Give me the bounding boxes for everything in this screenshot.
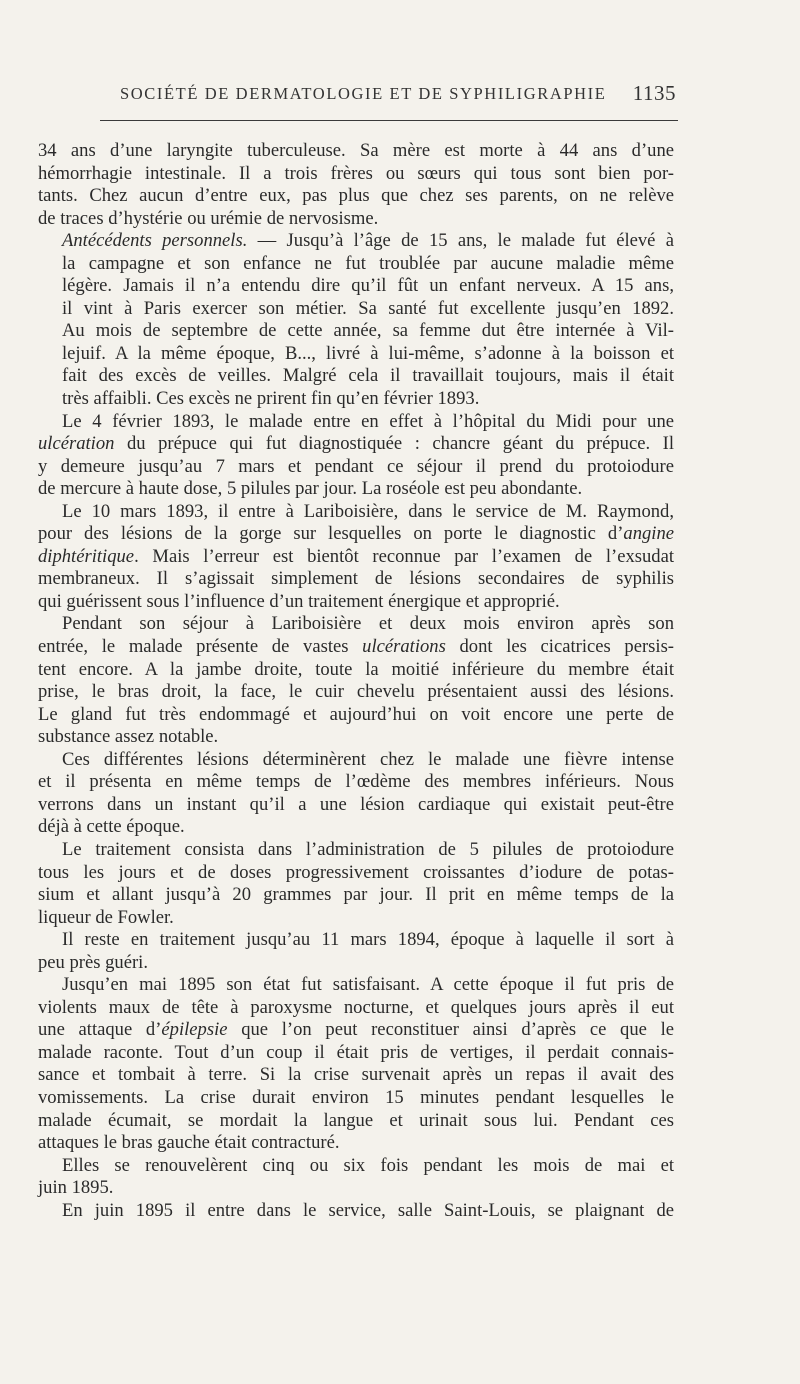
text-line: fait des excès de veilles. Malgré cela il travaillait toujours, mais il était <box>62 365 674 387</box>
text-line: diphtéritique. Mais l’erreur est bientôt reconnue par l’examen de l’exsudat <box>38 545 674 567</box>
text-line: sance et tombait à terre. Si la crise survenait après un repas il avait des <box>38 1064 674 1086</box>
page-header <box>100 81 680 112</box>
text-line: Le 4 février 1893, le malade entre en effet à l’hôpital du Midi pour une <box>62 410 674 432</box>
text-line: très affaibli. Ces excès ne prirent fin qu’en février 1893. <box>62 388 480 410</box>
text-line: de mercure à haute dose, 5 pilules par jour. La roséole est peu abondante. <box>38 478 583 500</box>
text-line: pour des lésions de la gorge sur lesquelles on porte le diagnostic d’angine <box>38 523 674 545</box>
paragraph-midi-hospital <box>38 411 674 501</box>
text-line: 34 ans d’une laryngite tuberculeuse. Sa mère est morte à 44 ans d’une <box>38 140 674 161</box>
paragraph-lariboisiere <box>38 501 674 614</box>
text-line: il vint à Paris exercer son métier. Sa santé fut excellente jusqu’en 1892. <box>62 297 674 319</box>
paragraph-family-history <box>38 140 674 230</box>
text-line: Le traitement consista dans l’administration de 5 pilules de protoiodure <box>62 838 674 860</box>
text-line: attaques le bras gauche était contracturé. <box>38 1132 340 1154</box>
text-line: liqueur de Fowler. <box>38 906 174 928</box>
text-line: légère. Jamais il n’a entendu dire qu’il fût un enfant nerveux. A 15 ans, <box>62 275 674 297</box>
text-line: Elles se renouvelèrent cinq ou six fois pendant les mois de mai et <box>62 1154 674 1176</box>
text-line: juin 1895. <box>38 1177 114 1199</box>
text-line: tent encore. A la jambe droite, toute la moitié inférieure du membre était <box>38 658 674 680</box>
text-line: verrons dans un instant qu’il a une lésion cardiaque qui existait peut-être <box>38 793 674 815</box>
text-line: Il reste en traitement jusqu’au 11 mars 1894, époque à laquelle il sort à <box>62 929 674 951</box>
text-line: qui guérissent sous l’influence d’un traitement énergique et approprié. <box>38 590 560 612</box>
paragraph-admission <box>38 1200 674 1223</box>
paragraph-ulcerations <box>38 613 674 748</box>
text-line: Pendant son séjour à Lariboisière et deux mois environ après son <box>62 613 674 635</box>
page-number: 1135 <box>632 81 676 105</box>
text-line: y demeure jusqu’au 7 mars et pendant ce séjour il prend du protoiodure <box>38 455 674 477</box>
body-text <box>38 140 674 1222</box>
text-line: tous les jours et de doses progressivement croissantes d’iodure de potas- <box>38 861 674 883</box>
text-line: sium et allant jusqu’à 20 grammes par jour. Il prit en même temps de la <box>38 884 674 906</box>
text-line: substance assez notable. <box>38 726 219 748</box>
text-line: Le 10 mars 1893, il entre à Lariboisière, dans le service de M. Raymond, <box>62 500 674 522</box>
paragraph-discharge <box>38 929 674 974</box>
text-line: Jusqu’en mai 1895 son état fut satisfaisant. A cette époque il fut pris de <box>62 974 674 996</box>
text-line: tants. Chez aucun d’entre eux, pas plus que chez ses parents, on ne relève <box>38 185 674 207</box>
text-line: la campagne et son enfance ne fut troublée par aucune maladie même <box>62 252 674 274</box>
text-line: lejuif. A la même époque, B..., livré à lui-même, s’adonne à la boisson et <box>62 342 674 364</box>
paragraph-treatment <box>38 839 674 929</box>
section-heading: Antécédents personnels. <box>62 230 248 252</box>
paragraph-epilepsy <box>38 974 674 1154</box>
text-line: Le gland fut très endommagé et aujourd’hui on voit encore une perte de <box>38 703 674 725</box>
text-line: et il présenta en même temps de l’œdème des membres inférieurs. Nous <box>38 771 674 793</box>
text-line: En juin 1895 il entre dans le service, salle Saint-Louis, se plaignant de <box>62 1199 674 1221</box>
running-title: SOCIÉTÉ DE DERMATOLOGIE ET DE SYPHILIGRAPHIE <box>120 84 607 103</box>
text-line: une attaque d’épilepsie que l’on peut reconstituer ainsi d’après ce que le <box>38 1019 674 1041</box>
text-line: peu près guéri. <box>38 951 148 973</box>
text-line: membraneux. Il s’agissait simplement de lésions secondaires de syphilis <box>38 568 674 590</box>
text-line: de traces d’hystérie ou urémie de nervosisme. <box>38 207 379 229</box>
text-line: violents maux de tête à paroxysme nocturne, et quelques jours après il eut <box>38 996 674 1018</box>
text-line: entrée, le malade présente de vastes ulcérations dont les cicatrices persis- <box>38 636 674 658</box>
text-line: Ces différentes lésions déterminèrent chez le malade une fièvre intense <box>62 748 674 770</box>
text-line: malade écumait, se mordait la langue et urinait sous lui. Pendant ces <box>38 1109 674 1131</box>
text-line: malade raconte. Tout d’un coup il était pris de vertiges, il perdait connais- <box>38 1041 674 1063</box>
text-line: vomissements. La crise durait environ 15 minutes pendant lesquelles le <box>38 1086 674 1108</box>
header-rule <box>100 120 678 121</box>
paragraph-fever <box>38 749 674 839</box>
text-line: prise, le bras droit, la face, le cuir chevelu présentaient aussi des lésions. <box>38 681 674 703</box>
text-line: Antécédents personnels. — Jusqu’à l’âge de 15 ans, le malade fut élevé à <box>62 230 674 252</box>
paragraph-personal-history <box>38 230 674 410</box>
text-line: Au mois de septembre de cette année, sa femme dut être internée à Vil- <box>62 320 674 342</box>
text-line: ulcération du prépuce qui fut diagnostiquée : chancre géant du prépuce. Il <box>38 433 674 455</box>
paragraph-recurrence <box>38 1155 674 1200</box>
text-line: hémorrhagie intestinale. Il a trois frères ou sœurs qui tous sont bien por- <box>38 162 674 184</box>
text-line: déjà à cette époque. <box>38 816 185 838</box>
